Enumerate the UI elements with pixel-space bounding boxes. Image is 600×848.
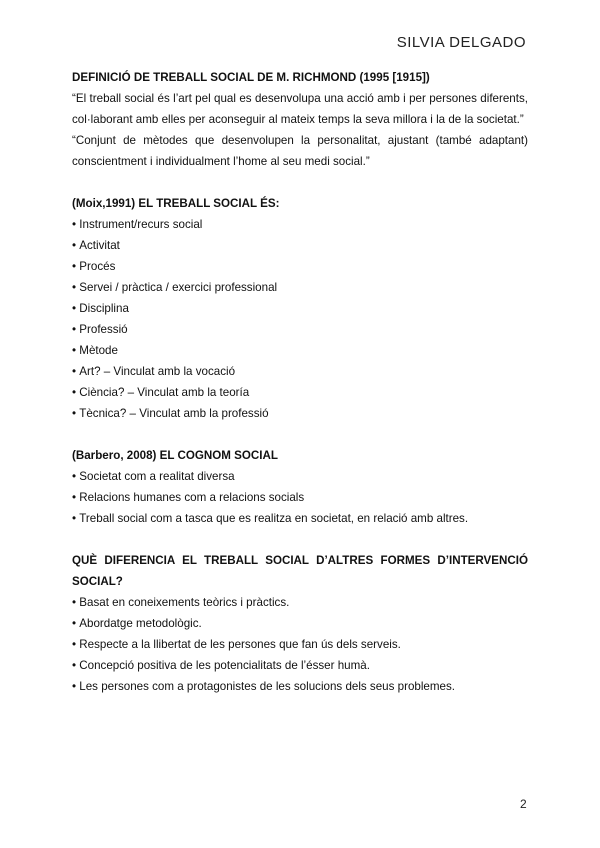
list-item: • Societat com a realitat diversa — [72, 466, 528, 487]
list-item: • Concepció positiva de les potencialitats de l’ésser humà. — [72, 655, 528, 676]
page-number: 2 — [520, 797, 527, 811]
definition-quote-2: “Conjunt de mètodes que desenvolupen la personalitat, ajustant (també adaptant) conscientment i individualment l’home al seu medi social.” — [72, 134, 528, 168]
definition-quote-1: “El treball social és l’art pel qual es desenvolupa una acció amb i per persones diferents, col·laborant amb elles per aconseguir al mateix temps la seva millora i la de la societat.” — [72, 92, 528, 126]
list-item: • Tècnica? – Vinculat amb la professió — [72, 403, 528, 424]
list-item: • Ciència? – Vinculat amb la teoría — [72, 382, 528, 403]
list-item: • Relacions humanes com a relacions socials — [72, 487, 528, 508]
section-heading-moix: (Moix,1991) EL TREBALL SOCIAL ÉS: — [72, 197, 280, 210]
list-item: • Servei / pràctica / exercici professional — [72, 277, 528, 298]
list-item: • Disciplina — [72, 298, 528, 319]
list-item: • Respecte a la llibertat de les persones que fan ús dels serveis. — [72, 634, 528, 655]
list-item: • Procés — [72, 256, 528, 277]
list-item: • Mètode — [72, 340, 528, 361]
barbero-list — [72, 466, 528, 529]
list-item: • Art? – Vinculat amb la vocació — [72, 361, 528, 382]
list-item: • Professió — [72, 319, 528, 340]
list-item: • Instrument/recurs social — [72, 214, 528, 235]
differences-list — [72, 592, 528, 697]
list-item: • Activitat — [72, 235, 528, 256]
section-heading-richmond: DEFINICIÓ DE TREBALL SOCIAL DE M. RICHMOND (1995 [1915]) — [72, 71, 430, 84]
document-body — [72, 67, 528, 697]
list-item: • Abordatge metodològic. — [72, 613, 528, 634]
section-heading-differences: QUÈ DIFERENCIA EL TREBALL SOCIAL D’ALTRES FORMES D’INTERVENCIÓ SOCIAL? — [72, 554, 528, 588]
section-heading-barbero: (Barbero, 2008) EL COGNOM SOCIAL — [72, 449, 278, 462]
list-item: • Les persones com a protagonistes de les solucions dels seus problemes. — [72, 676, 528, 697]
list-item: • Basat en coneixements teòrics i pràctics. — [72, 592, 528, 613]
moix-list — [72, 214, 528, 424]
list-item: • Treball social com a tasca que es realitza en societat, en relació amb altres. — [72, 508, 528, 529]
author-name: SILVIA DELGADO — [396, 34, 526, 51]
